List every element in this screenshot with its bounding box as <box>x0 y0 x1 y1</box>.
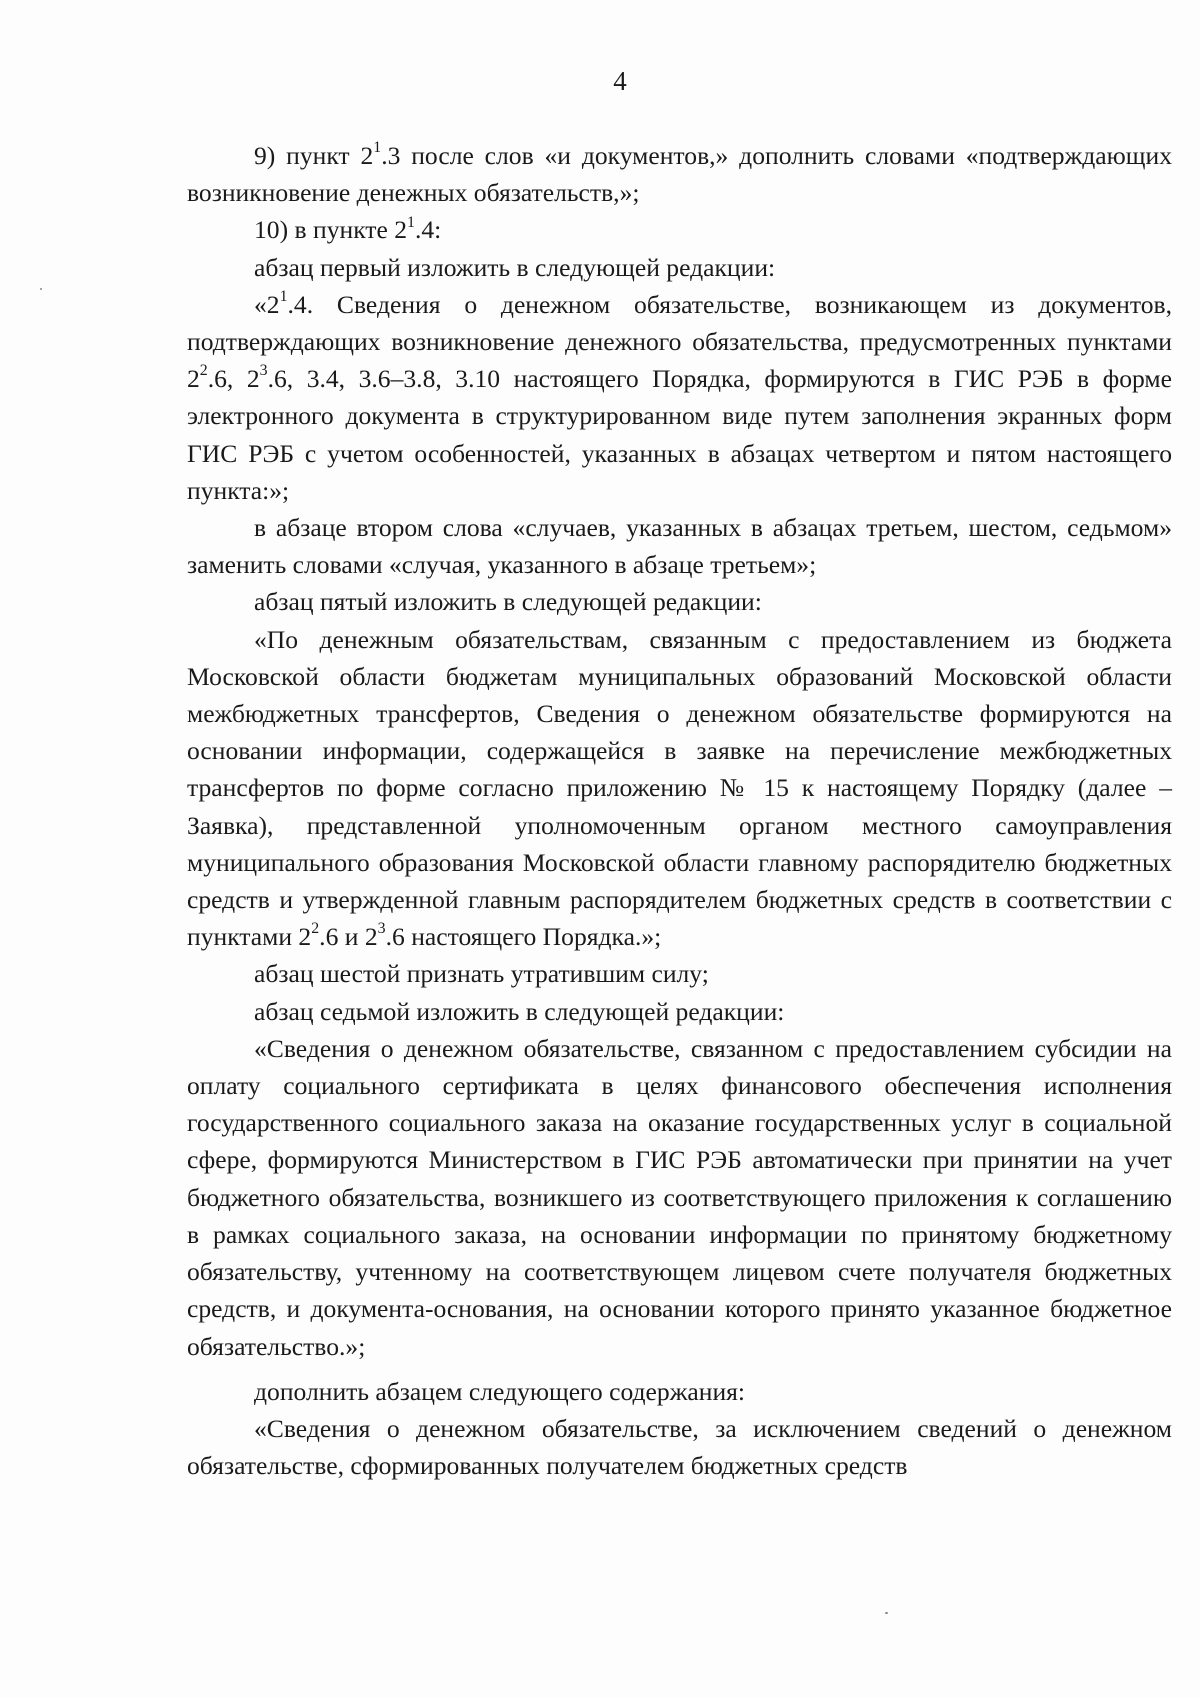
paragraph-instruction-first: абзац первый изложить в следующей редакции: <box>254 252 776 282</box>
paragraph-second-words: в абзаце втором слова «случаев, указанных в абзацах третьем, шестом, седьмом» заменить словами «случая, указанного в абзаце третьем»; <box>187 513 1172 580</box>
paragraph-instruction-seventh: абзац седьмой изложить в следующей редакции: <box>254 996 785 1026</box>
paragraph-item-10: 10) в пункте $2^1.4$: <box>254 213 442 245</box>
scan-speck <box>40 288 42 290</box>
paragraph-instruction-add: дополнить абзацем следующего содержания: <box>254 1376 746 1406</box>
scan-speck <box>885 1612 888 1614</box>
paragraph-quote-exception: «Сведения о денежном обязательстве, за исключением сведений о денежном обязательстве, сформированных получателем бюджетных средств <box>187 1413 1172 1481</box>
paragraph-sixth-void: абзац шестой признать утратившим силу; <box>254 959 709 989</box>
paragraph-quote-2-1-4: «$2^1.4$. Сведения о денежном обязательстве, возникающем из документов, подтверждающих возникновение денежного обязательства, предусмотренных пунктами $2^2.6$, $2^3.6$, 3.4, 3.6–3.8, 3.10 настоящего Порядка, формируются в ГИС РЭБ в форме электронного документа в структурированном виде путем заполнения экранных форм ГИС РЭБ с учетом особенностей, указанных в абзацах четвертом и пятом настоящего пункта:»; <box>187 287 1172 505</box>
paragraph-instruction-fifth: абзац пятый изложить в следующей редакции: <box>254 587 762 617</box>
paragraph-quote-transfers: «По денежным обязательствам, связанным с предоставлением из бюджета Московской области бюджетам муниципальных образований Московской области межбюджетных трансфертов, Сведения о денежном обязательстве формируются на основании информации, содержащейся в заявке на перечисление межбюджетных трансфертов по форме согласно приложению № 15 к настоящему Порядку (далее – Заявка), представленной уполномоченным органом местного самоуправления муниципального образования Московской области главному распорядителю бюджетных средств и утвержденной главным распорядителем бюджетных средств в соответствии с пунктами $2^2.6$ и $2^3.6$ настоящего Порядка.»; <box>187 624 1172 952</box>
paragraph-item-9: 9) пункт $2^1.3$ после слов «и документов,» дополнить словами «подтверждающих возникновение денежных обязательств,»; <box>187 139 1172 208</box>
document-body <box>187 137 1172 1484</box>
paragraph-quote-social-certificate: «Сведения о денежном обязательстве, связанном с предоставлением субсидии на оплату социального сертификата в целях финансового обеспечения исполнения государственного социального заказа на оказание государственных услуг в социальной сфере, формируются Министерством в ГИС РЭБ автоматически при принятии на учет бюджетного обязательства, возникшего из соответствующего приложения к соглашению в рамках социального заказа, на основании информации по принятому бюджетному обязательству, учтенному на соответствующем лицевом счете получателя бюджетных средств, и документа-основания, на основании которого принято указанное бюджетное обязательство.»; <box>187 1033 1172 1361</box>
page-number: 4 <box>613 66 627 96</box>
